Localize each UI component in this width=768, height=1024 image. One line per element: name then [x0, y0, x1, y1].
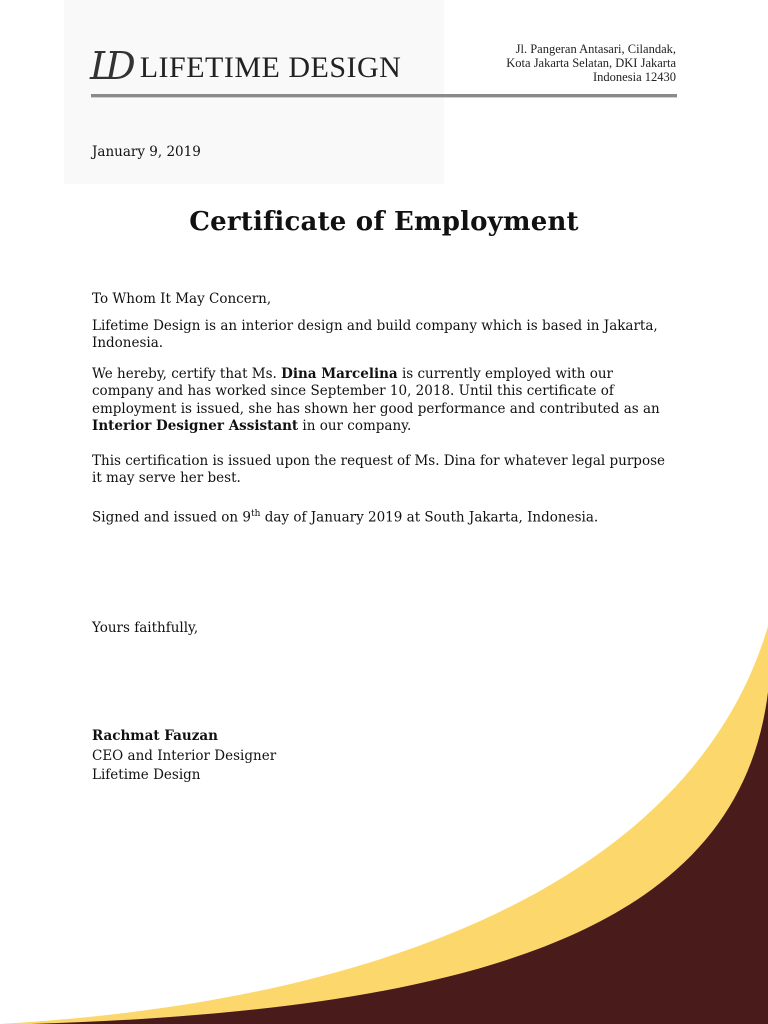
company-logo — [90, 36, 401, 86]
address-line: Indonesia 12430 — [593, 70, 676, 84]
text-run: day of January 2019 at South Jakarta, Indonesia. — [260, 509, 599, 525]
letter-date: January 9, 2019 — [92, 144, 201, 160]
paragraph-signed — [92, 506, 672, 527]
address-line: Kota Jakarta Selatan, DKI Jakarta — [506, 56, 676, 70]
text-run: is currently employed with our company and has worked since September 10, 2018. Until this certificate of employment is issued, she has shown her good performance and contributed as an — [92, 365, 660, 417]
closing-line: Yours faithfully, — [92, 620, 199, 636]
company-address — [506, 42, 676, 84]
text-run: Signed and issued on 9 — [92, 509, 251, 525]
address-line: Jl. Pangeran Antasari, Cilandak, — [515, 42, 676, 56]
employee-name: Dina Marcelina — [281, 365, 398, 382]
paragraph-company: Lifetime Design is an interior design and build company which is based in Jakarta, Indonesia. — [92, 317, 658, 351]
logo-text: LIFETIME DESIGN — [139, 51, 402, 84]
greeting: To Whom It May Concern, — [92, 291, 272, 307]
header-divider-shadow — [91, 97, 677, 98]
logo-monogram: LD — [90, 44, 126, 88]
paragraph-certification — [92, 366, 672, 436]
signer-company: Lifetime Design — [92, 767, 201, 783]
letter-body — [92, 291, 672, 527]
text-run: in our company. — [298, 418, 412, 434]
signer-title: CEO and Interior Designer — [92, 747, 277, 764]
signer-name: Rachmat Fauzan — [92, 728, 218, 744]
ordinal-suffix: th — [251, 508, 261, 519]
employee-position: Interior Designer Assistant — [92, 418, 299, 434]
decorative-wave — [0, 600, 768, 1024]
text-run: We hereby, certify that Ms. — [92, 365, 282, 382]
document-title: Certificate of Employment — [189, 207, 579, 237]
paragraph-purpose: This certification is issued upon the request of Ms. Dina for whatever legal purpose it may serve her best. — [92, 452, 665, 486]
